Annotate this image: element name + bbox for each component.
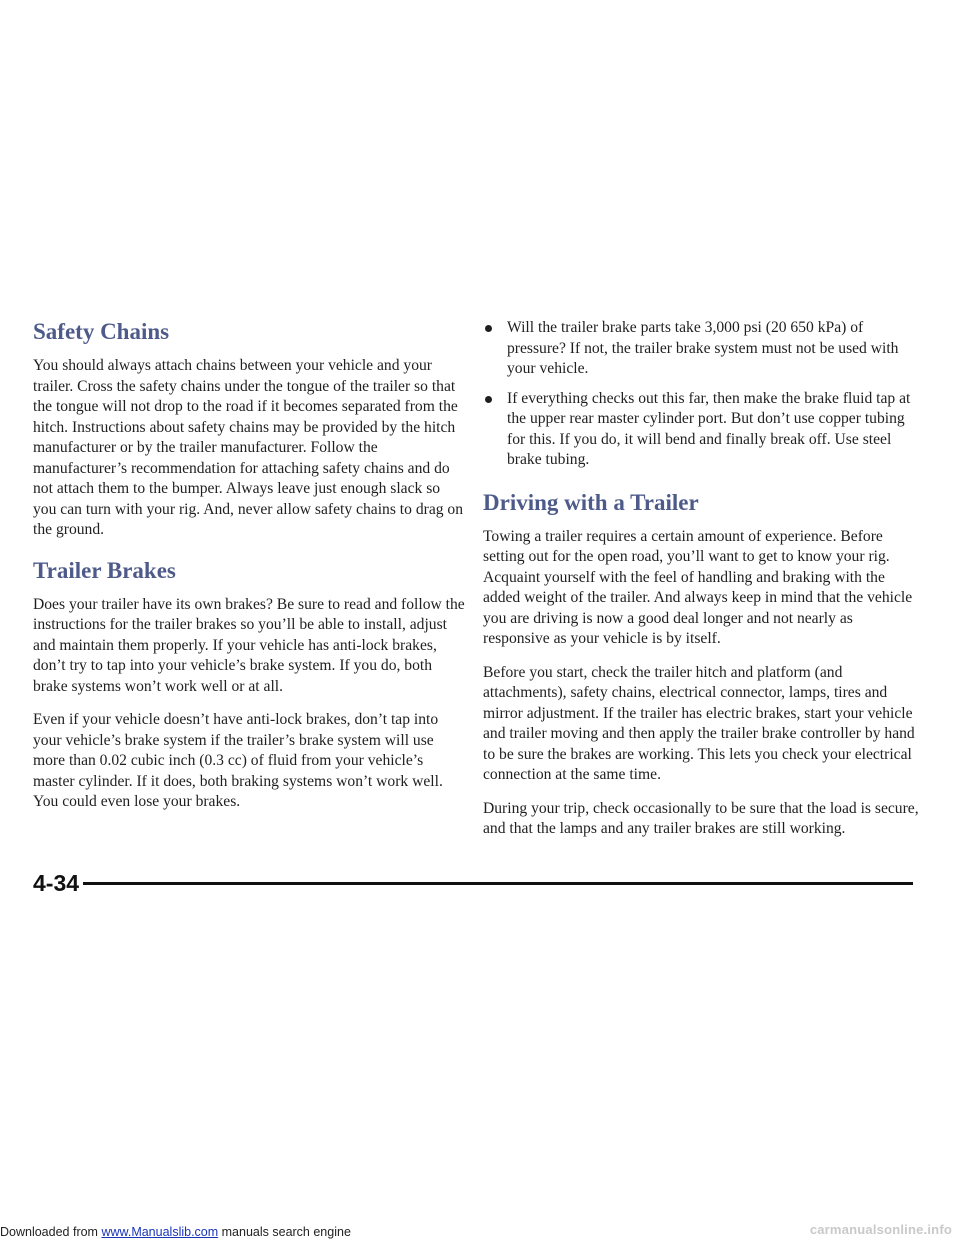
heading-safety-chains: Safety Chains [33,319,170,344]
heading-trailer-brakes: Trailer Brakes [33,557,176,583]
page-number: 4-34 [33,870,80,896]
paragraph: During your trip, check occasionally to be sure that the load is secure, and that the lamps and any trailer brakes are still working. [483,799,919,837]
right-column [483,318,923,856]
paragraph: Before you start, check the trailer hitch and platform (and attachments), safety chains, electrical connector, lamps, tires and mirror adjustment. If the trailer has electric brakes, start your vehicle and trailer moving and then apply the trailer brake controller by hand to be sure the brakes are working. This lets you check your electrical connection at the same time. [483,663,915,783]
heading-driving-with-trailer: Driving with a Trailer [483,489,699,515]
manualslib-link[interactable]: www.Manualslib.com [101,1225,219,1239]
footer-rule [83,882,913,885]
left-column [33,318,465,829]
download-note-suffix: manuals search engine [218,1225,351,1239]
paragraph: You should always attach chains between your vehicle and your trailer. Cross the safety chains under the tongue of the trailer so that the tongue will not drop to the road if it becomes separated from the hitch. Instructions about safety chains may be provided by the hitch manufacturer or by the trailer manufacturer. Follow the manufacturer’s recommendation for attaching safety chains and do not attach them to the bumper. Always leave just enough slack so you can turn with your rig. And, never allow safety chains to drag on the ground. [33,357,464,538]
list-item [483,389,923,471]
bullet-list [483,318,923,471]
paragraph: Towing a trailer requires a certain amount of experience. Before setting out for the open road, you’ll want to get to know your rig. Acquaint yourself with the feel of handling and braking with the added weight of the trailer. And always keep in mind that the vehicle you are driving is now a good deal longer and not nearly as responsive as your vehicle is by itself. [483,527,913,647]
paragraph: Does your trailer have its own brakes? Be sure to read and follow the instructions for the trailer brakes so you’ll be able to install, adjust and maintain them properly. If your vehicle has anti-lock brakes, don’t try to tap into your vehicle’s brake system. If you do, both brake systems won’t work well or at all. [33,595,465,695]
bullet-icon [485,396,492,403]
paragraph: Even if your vehicle doesn’t have anti-lock brakes, don’t tap into your vehicle’s brake system if the trailer’s brake system will use more than 0.02 cubic inch (0.3 cc) of fluid from your vehicle’s master cylinder. If it does, both braking systems won’t work well. You could even lose your brakes. [33,711,443,810]
section-safety-chains [33,318,465,541]
section-driving-with-trailer [483,489,923,840]
list-item [483,318,923,380]
download-note [0,1224,351,1240]
list-item-text: If everything checks out this far, then make the brake fluid tap at the upper rear master cylinder port. But don’t use copper tubing for this. If you do, it will bend and finally break off. Use steel brake tubing. [507,389,911,468]
download-note-prefix: Downloaded from [0,1225,102,1239]
list-item-text: Will the trailer brake parts take 3,000 psi (20 650 kPa) of pressure? If not, the trailer brake system must not be used with your vehicle. [507,319,899,377]
section-trailer-brakes [33,557,465,813]
page-footer [33,868,913,898]
watermark: carmanualsonline.info [809,1222,952,1237]
bullet-icon [485,325,492,332]
